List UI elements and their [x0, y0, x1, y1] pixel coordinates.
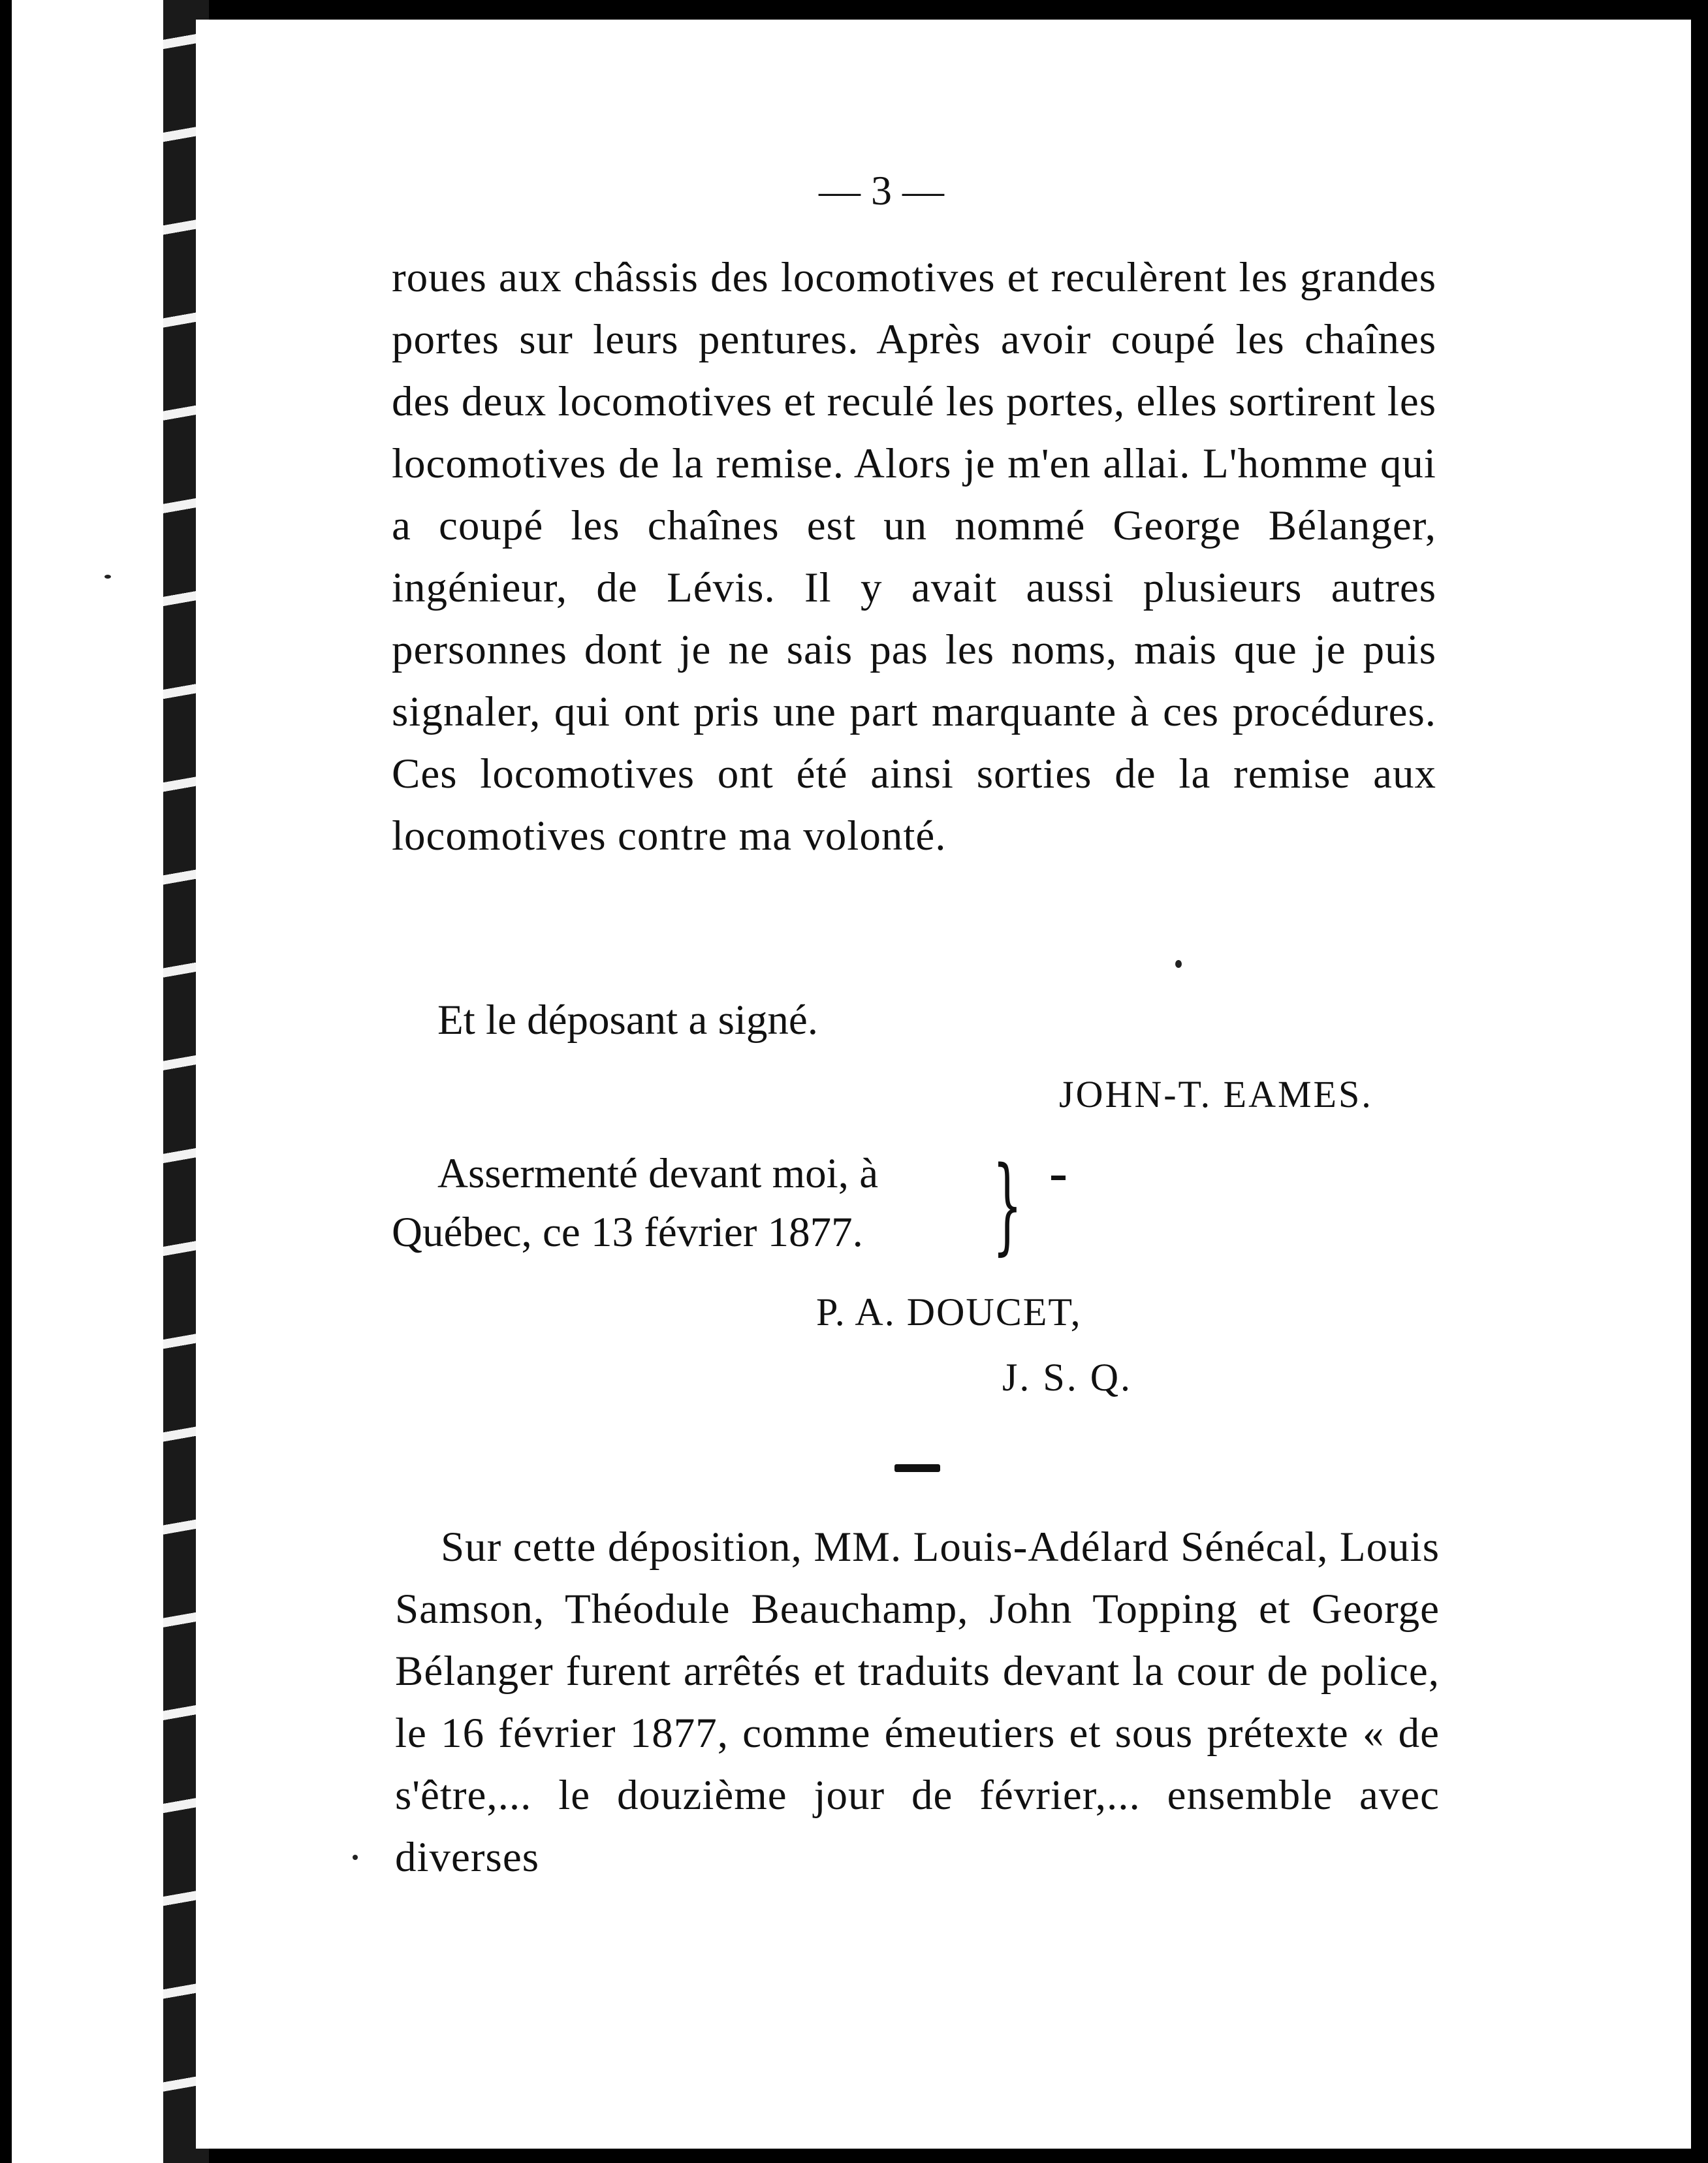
brace-mark: }: [992, 1144, 1022, 1266]
body-paragraph-2: Sur cette déposition, MM. Louis-Adélard Sénécal, Louis Samson, Théodule Beauchamp, John Topping et George Bélanger furent arrêtés et traduits devant la cour de police, le 16 février 1877, comme émeutiers et sous prétexte « de s'être,... le douzième jour de février,... ensemble avec diverses: [395, 1524, 1440, 1881]
sworn-line-1: Assermenté devant moi, à: [437, 1150, 879, 1197]
body-paragraph-1: roues aux châssis des locomotives et reculèrent les grandes portes sur leurs pentures. Après avoir coupé les chaînes des deux locomotives et reculé les portes, elles sortirent les locomotives de la remise. Alors je m'en allai. L'homme qui a coupé les chaînes est un nommé George Bélanger, ingénieur, de Lévis. Il y avait aussi plusieurs autres personnes dont je ne sais pas les noms, mais que je puis signaler, qui ont pris une part marquante à ces procédures. Ces locomotives ont été ainsi sorties de la remise aux locomotives contre ma volonté.: [392, 254, 1436, 859]
scan-border-right: [1691, 0, 1708, 2163]
sworn-line-2: Québec, ce 13 février 1877.: [392, 1209, 863, 1256]
scan-speck: [353, 1855, 358, 1860]
signed-statement: Et le déposant a signé.: [437, 997, 819, 1044]
justice-name: P. A. DOUCET,: [816, 1290, 1082, 1334]
justice-title: J. S. Q.: [1002, 1356, 1133, 1399]
dash-mark: [1051, 1176, 1066, 1180]
section-divider: [894, 1464, 940, 1472]
scan-speck: [104, 575, 111, 579]
sworn-attestation: [392, 1144, 992, 1262]
page-number: — 3 —: [819, 167, 944, 214]
facing-page-edge: [0, 0, 163, 2163]
scan-border-left: [0, 0, 12, 2163]
scan-speck: [1175, 960, 1182, 968]
deponent-signature: JOHN-T. EAMES.: [1059, 1073, 1373, 1115]
